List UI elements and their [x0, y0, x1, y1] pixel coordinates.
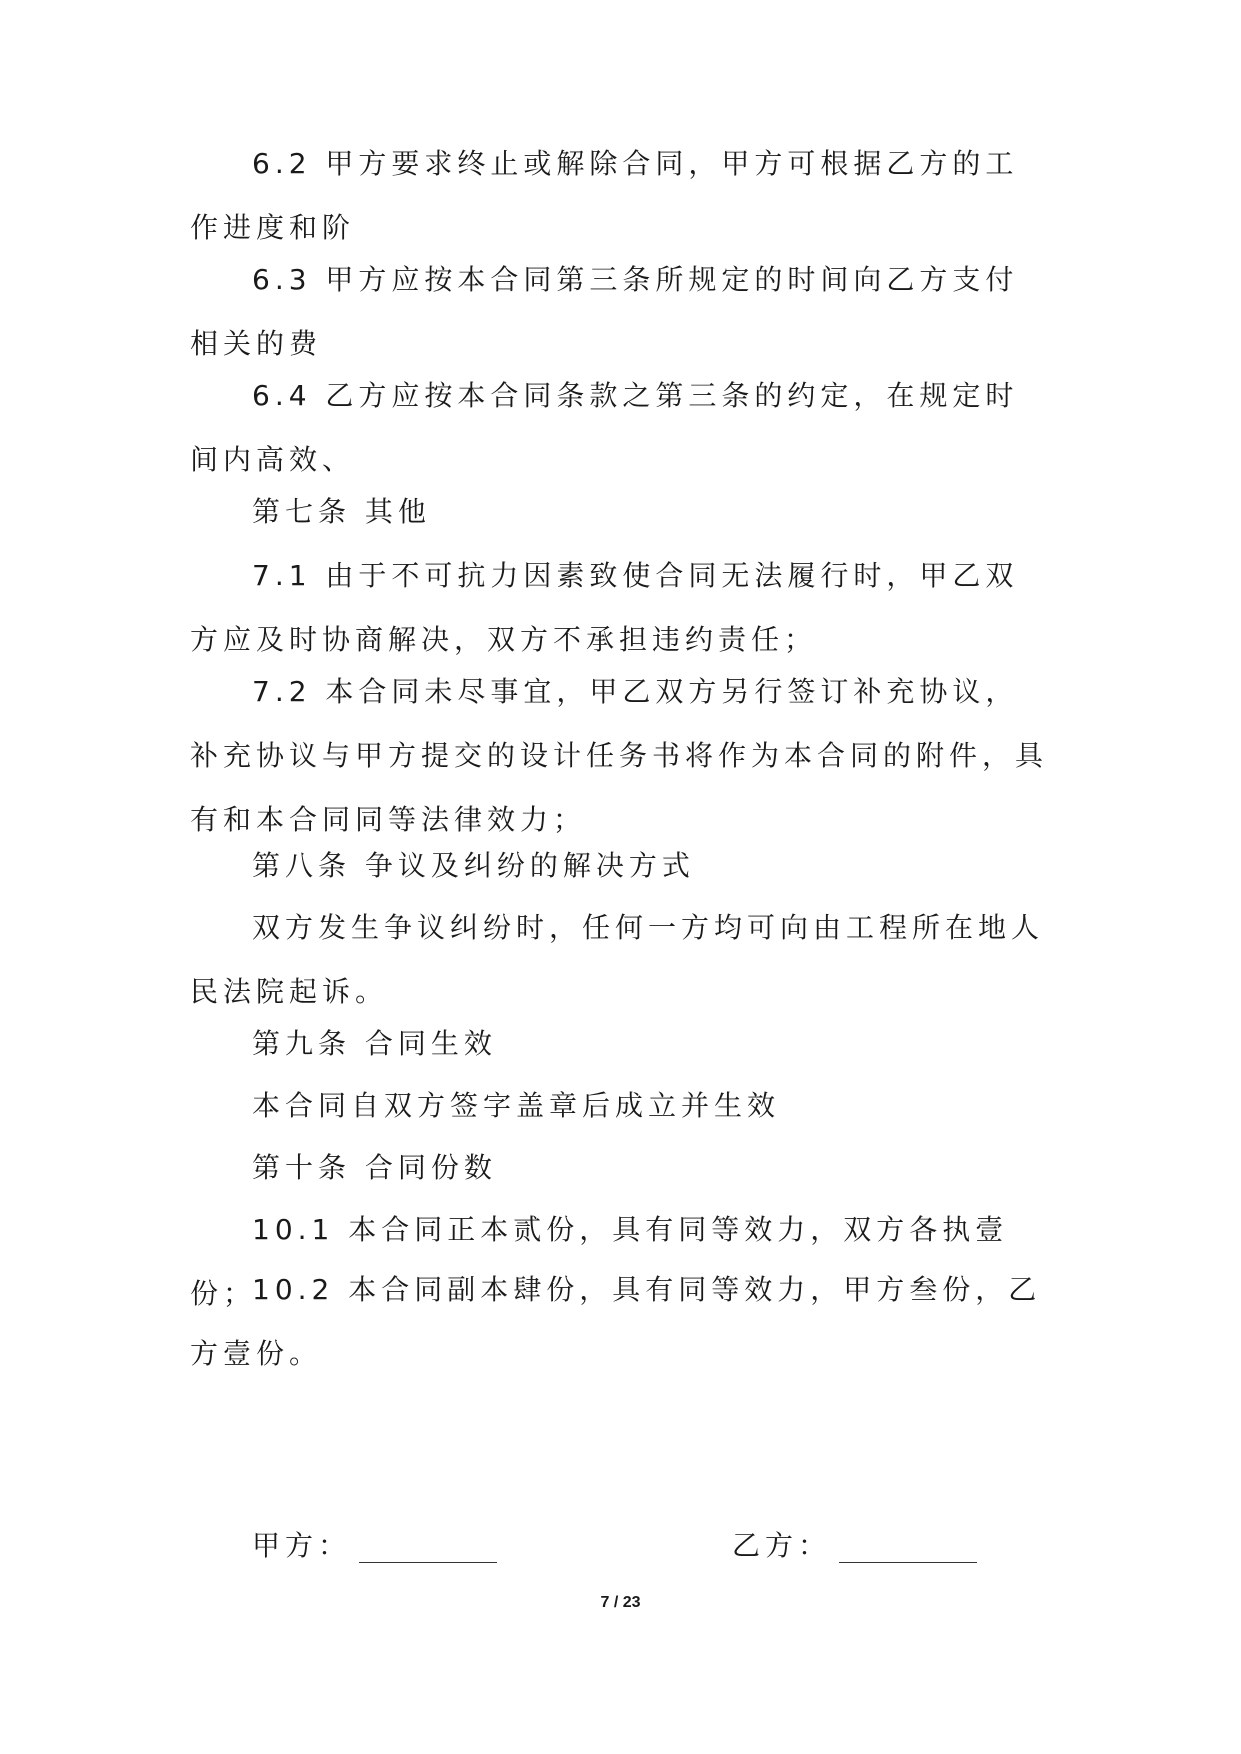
clause-7-1: 7.1 由于不可抗力因素致使合同无法履行时，甲乙双方应及时协商解决，双方不承担违约责任；	[190, 559, 1019, 656]
party-a-signature	[252, 1514, 497, 1578]
article-9-body: 本合同自双方签字盖章后成立并生效	[252, 1089, 781, 1122]
article-8-heading: 第八条 争议及纠纷的解决方式	[252, 849, 695, 882]
party-b-label: 乙方：	[732, 1529, 832, 1562]
article-8-body: 双方发生争议纠纷时，任何一方均可向由工程所在地人民法院起诉。	[190, 911, 1045, 1008]
article-9-heading: 第九条 合同生效	[252, 1027, 497, 1060]
clause-6-2: 6.2 甲方要求终止或解除合同，甲方可根据乙方的工作进度和阶	[190, 147, 1019, 244]
article-10-heading: 第十条 合同份数	[252, 1151, 497, 1184]
clause-6-3: 6.3 甲方应按本合同第三条所规定的时间向乙方支付相关的费	[190, 263, 1019, 360]
clause-10-1: 10.1 本合同正本贰份，具有同等效力，双方各执壹份；	[190, 1213, 1009, 1310]
party-a-blank-line	[359, 1532, 497, 1563]
clause-6-4: 6.4 乙方应按本合同条款之第三条的约定，在规定时间内高效、	[190, 379, 1019, 476]
party-b-signature	[732, 1514, 977, 1578]
article-7-heading: 第七条 其他	[252, 495, 431, 528]
page-number: 7 / 23	[600, 1594, 641, 1611]
party-a-label: 甲方：	[252, 1529, 352, 1562]
party-b-blank-line	[839, 1532, 977, 1563]
clause-7-2: 7.2 本合同未尽事宜，甲乙双方另行签订补充协议，补充协议与甲方提交的设计任务书将作为本合同的附件，具有和本合同同等法律效力；	[190, 675, 1049, 836]
clause-10-2: 10.2 本合同副本肆份，具有同等效力，甲方叁份，乙方壹份。	[190, 1273, 1042, 1370]
